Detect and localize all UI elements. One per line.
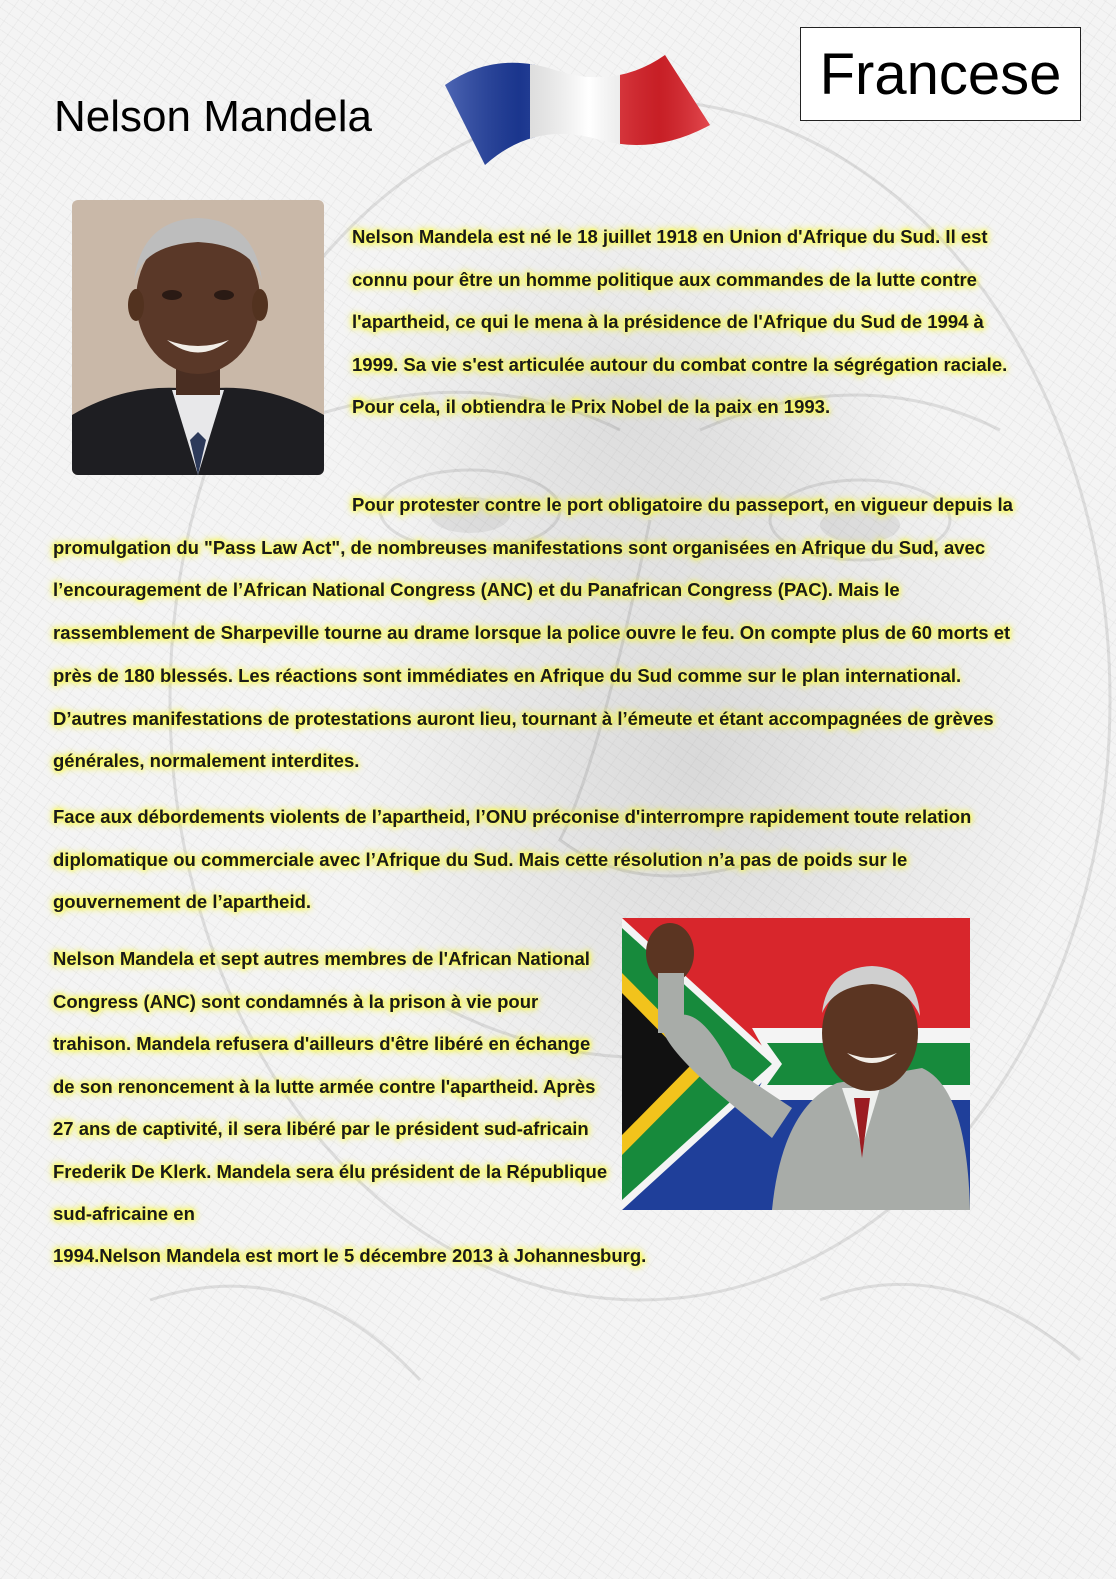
paragraph-death: 1994.Nelson Mandela est mort le 5 décembre 2013 à Johannesburg.	[53, 1245, 647, 1266]
mandela-portrait	[72, 200, 324, 475]
paragraph-imprisonment: Nelson Mandela et sept autres membres de l'African National Congress (ANC) sont condamnés à la prison à vie pour trahison. Mandela refusera d'ailleurs d'être libéré en échange de son renoncement à la lutte armée contre l'apartheid. Après 27 ans de captivité, il sera libéré par le président sud-africain Frederik De Klerk. Mandela sera élu président de la République sud-africaine en	[53, 948, 608, 1224]
french-flag-icon	[435, 45, 715, 170]
paragraph-biography: Nelson Mandela est né le 18 juillet 1918 en Union d'Afrique du Sud. Il est connu pour être un homme politique aux commandes de la lutte contre l'apartheid, ce qui le mena à la présidence de l'Afrique du Sud de 1994 à 1999. Sa vie s'est articulée autour du combat contre la ségrégation raciale. Pour cela, il obtiendra le Prix Nobel de la paix en 1993.	[352, 226, 1008, 417]
page-title: Nelson Mandela	[54, 92, 372, 141]
paragraph-protests: Pour protester contre le port obligatoire du passeport, en vigueur depuis la promulgation du "Pass Law Act", de nombreuses manifestations sont organisées en Afrique du Sud, avec l’encouragement de l’African National Congress (ANC) et du Panafrican Congress (PAC). Mais le rassemblement de Sharpeville tourne au drame lorsque la police ouvre le feu. On compte plus de 60 morts et près de 180 blessés. Les réactions sont immédiates en Afrique du Sud comme sur le plan international. D’autres manifestations de protestations auront lieu, tournant à l’émeute et étant accompagnées de grèves générales, normalement interdites.	[53, 494, 1013, 772]
mandela-raised-fist-photo	[622, 918, 970, 1210]
subject-label: Francese	[800, 27, 1081, 121]
paragraph-un-resolution: Face aux débordements violents de l’apartheid, l’ONU préconise d'interrompre rapidement toute relation diplomatique ou commerciale avec l’Afrique du Sud. Mais cette résolution n’a pas de poids sur le gouvernement de l’apartheid.	[53, 806, 972, 912]
